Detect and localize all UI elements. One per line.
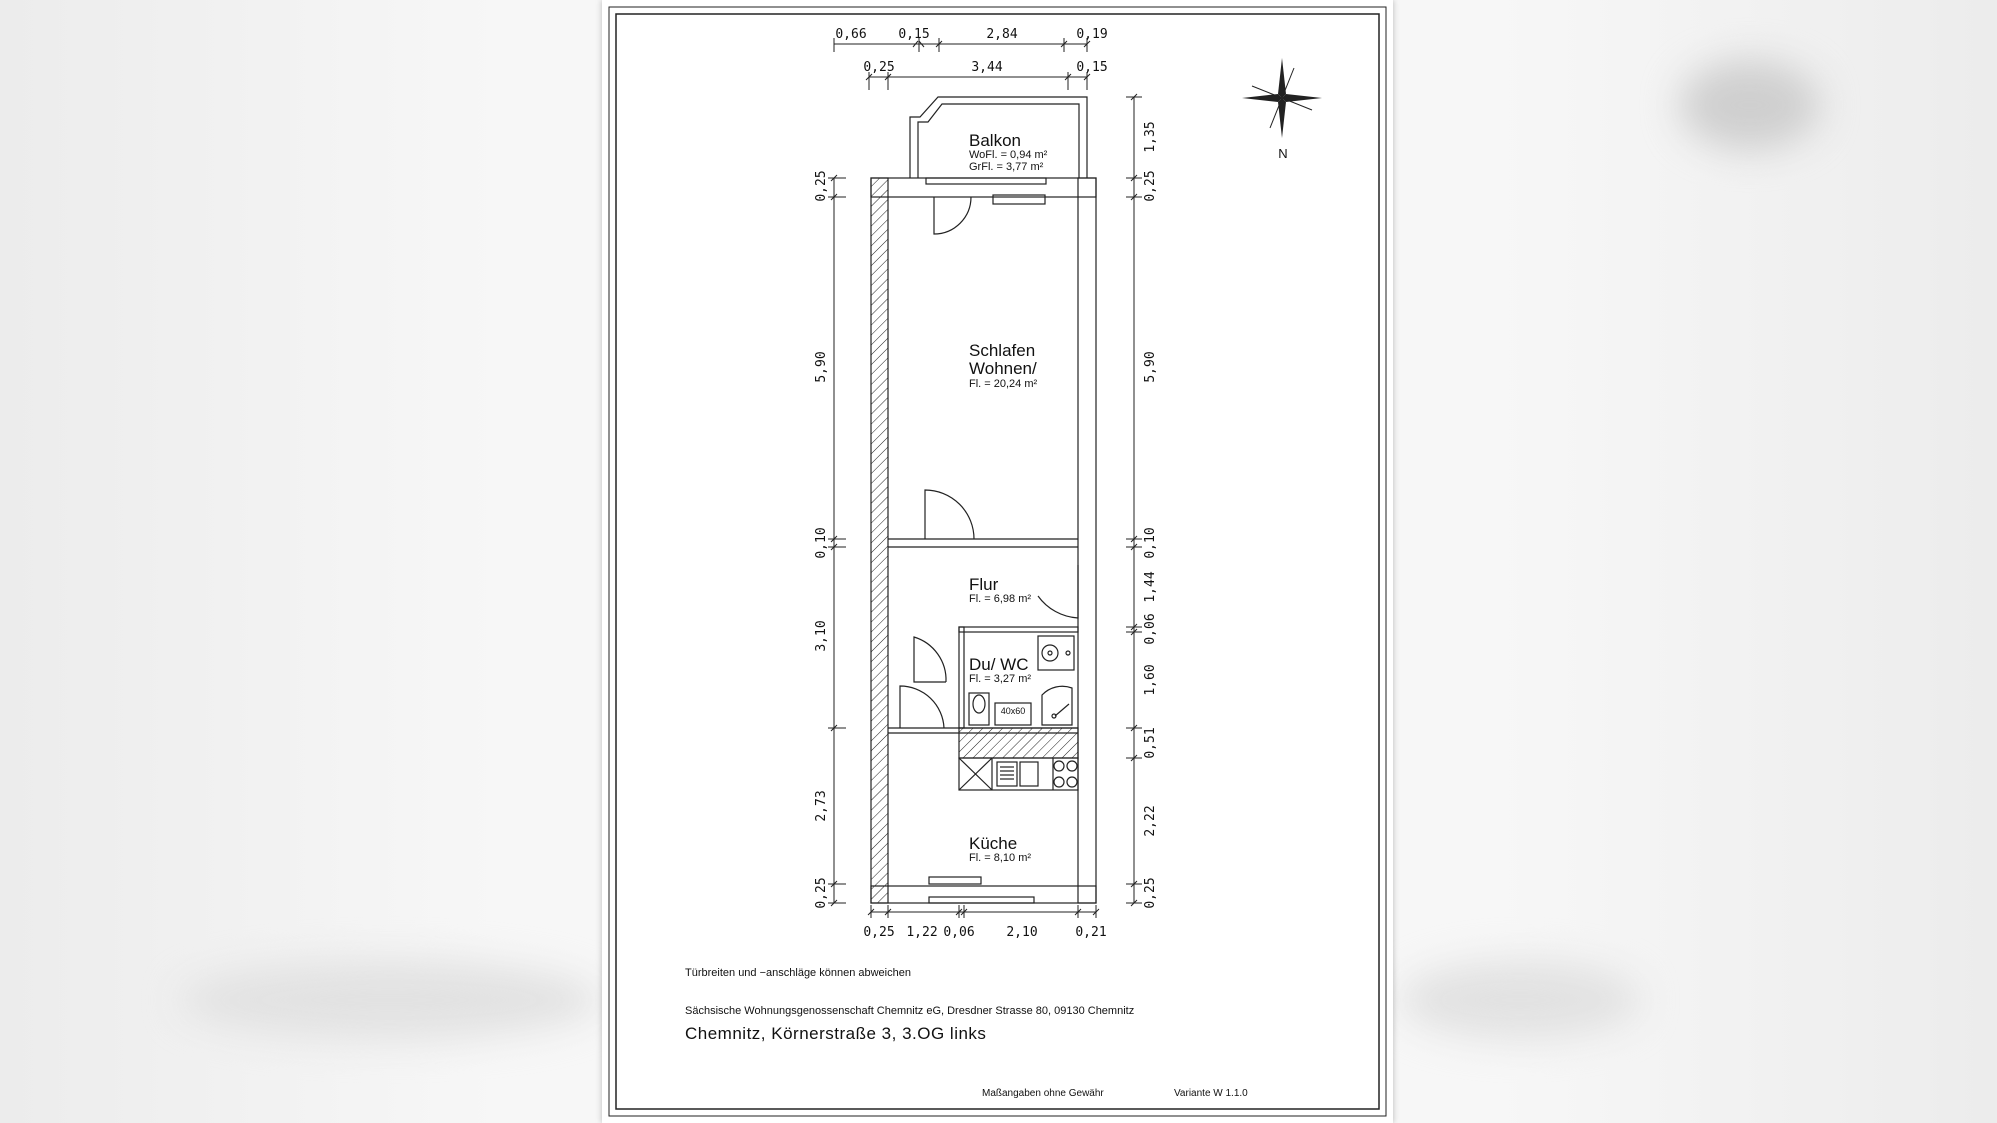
dim-left-4: 3,10 xyxy=(814,620,829,652)
dim-right-10: 0,25 xyxy=(1143,877,1158,909)
floor-plan-drawing xyxy=(602,0,1393,1123)
dim-left-6: 0,25 xyxy=(814,877,829,909)
address-line: Chemnitz, Körnerstraße 3, 3.OG links xyxy=(685,1024,987,1043)
dim-top-2: 0,15 xyxy=(898,27,930,42)
tray-label: 40x60 xyxy=(1000,706,1026,716)
floor-plan-sheet xyxy=(602,0,1393,1123)
dim-right-3: 5,90 xyxy=(1143,351,1158,383)
background-blur-blob xyxy=(1400,960,1640,1040)
dim-bottom-3: 0,06 xyxy=(943,925,975,940)
room-name-wohnen: Wohnen/ xyxy=(969,359,1037,378)
windows xyxy=(926,178,1046,903)
dim-top-7: 0,15 xyxy=(1076,60,1108,75)
variant-label: Variante W 1.1.0 xyxy=(1174,1088,1248,1099)
dim-right-8: 0,51 xyxy=(1143,727,1158,759)
room-area-balkon-wofl: WoFl. = 0,94 m² xyxy=(969,149,1048,161)
room-name-kueche: Küche xyxy=(969,834,1018,853)
dim-left-1: 0,25 xyxy=(814,170,829,202)
outer-frame xyxy=(609,7,1386,1116)
room-area-kueche: Fl. = 8,10 m² xyxy=(969,852,1032,864)
room-name-schlafen: Schlafen xyxy=(969,341,1036,360)
dim-top-6: 3,44 xyxy=(971,60,1003,75)
dim-left-5: 2,73 xyxy=(814,790,829,822)
dim-right-5: 1,44 xyxy=(1143,571,1158,603)
exterior-walls xyxy=(871,178,1096,903)
room-area-flur: Fl. = 6,98 m² xyxy=(969,593,1032,605)
dim-bottom-5: 0,21 xyxy=(1075,925,1107,940)
room-area-wohnen: Fl. = 20,24 m² xyxy=(969,378,1038,390)
dim-left-3: 0,10 xyxy=(814,527,829,559)
dim-top-4: 0,19 xyxy=(1076,27,1108,42)
room-area-bad: Fl. = 3,27 m² xyxy=(969,673,1032,685)
dim-bottom-2: 1,22 xyxy=(906,925,938,940)
dim-bottom-4: 2,10 xyxy=(1006,925,1038,940)
doors xyxy=(900,197,1078,728)
background-blur-blob xyxy=(1680,60,1820,150)
room-name-balkon: Balkon xyxy=(969,131,1021,150)
dim-bottom-1: 0,25 xyxy=(863,925,895,940)
dim-right-4: 0,10 xyxy=(1143,527,1158,559)
dim-right-7: 1,60 xyxy=(1143,664,1158,696)
compass-north-label: N xyxy=(1278,146,1288,161)
company-line: Sächsische Wohnungsgenossenschaft Chemnitz eG, Dresdner Strasse 80, 09130 Chemnitz xyxy=(685,1005,1135,1017)
disclaimer: Maßangaben ohne Gewähr xyxy=(982,1088,1104,1099)
dim-top-1: 0,66 xyxy=(835,27,867,42)
dim-right-1: 1,35 xyxy=(1143,121,1158,153)
dim-right-2: 0,25 xyxy=(1143,170,1158,202)
room-area-balkon-grfl: GrFl. = 3,77 m² xyxy=(969,161,1044,173)
dim-right-9: 2,22 xyxy=(1143,805,1158,837)
door-note: Türbreiten und −anschläge können abweichen xyxy=(685,967,911,979)
dim-top-3: 2,84 xyxy=(986,27,1018,42)
room-name-flur: Flur xyxy=(969,575,999,594)
dim-top-5: 0,25 xyxy=(863,60,895,75)
room-name-bad: Du/ WC xyxy=(969,655,1029,674)
dim-left-2: 5,90 xyxy=(814,351,829,383)
kitchen-counter xyxy=(959,758,1078,790)
dim-right-6: 0,06 xyxy=(1143,613,1158,645)
compass-icon xyxy=(1242,58,1322,138)
background-blur-blob xyxy=(180,960,600,1040)
